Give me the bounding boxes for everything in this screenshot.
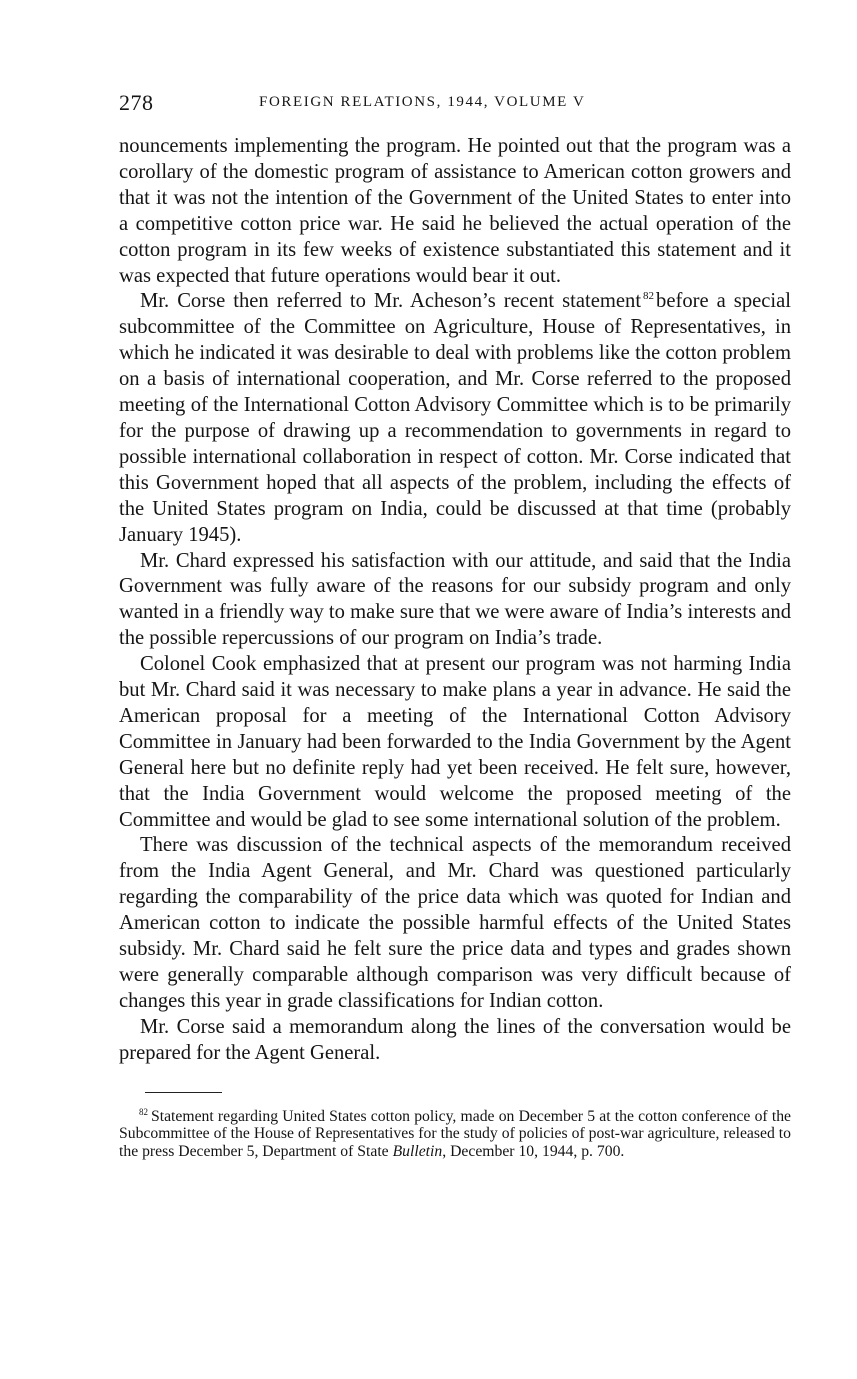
paragraph-2-text-before: Mr. Corse then referred to Mr. Acheson’s recent statement xyxy=(140,290,642,313)
footnote-82 xyxy=(119,1108,791,1161)
paragraph-2 xyxy=(119,289,791,548)
paragraph-6: Mr. Corse said a memorandum along the lines of the conversation would be prepared for the Agent General. xyxy=(119,1015,791,1064)
footnote-italic-title: Bulletin xyxy=(392,1142,443,1160)
footnote-text-before: Statement regarding United States cotton policy, made on December 5 at the cotton conference of the Subcommittee of the House of Representatives for the study of policies of post-war agriculture, released to the press December 5, Department of State xyxy=(119,1107,791,1160)
footnote-reference-82[interactable]: 82 xyxy=(643,290,655,303)
body-text xyxy=(119,134,791,1067)
footnote-divider xyxy=(145,1092,222,1093)
page-header xyxy=(119,86,791,120)
running-head: FOREIGN RELATIONS, 1944, VOLUME V xyxy=(259,94,586,110)
document-page xyxy=(119,86,791,1160)
footnote-text-after: , December 10, 1944, p. 700. xyxy=(442,1142,625,1160)
page-number: 278 xyxy=(119,90,154,115)
paragraph-4: Colonel Cook emphasized that at present our program was not harming India but Mr. Chard said it was necessary to make plans a year in advance. He said the American proposal for a meeting of the International Cotton Advisory Committee in January had been forwarded to the India Government by the Agent General here but no definite reply had yet been received. He felt sure, however, that the India Government would welcome the proposed meeting of the Committee and would be glad to see some international solution of the problem. xyxy=(119,653,791,831)
paragraph-5: There was discussion of the technical aspects of the memorandum received from the India Agent General, and Mr. Chard was questioned particularly regarding the comparability of the price data which was quoted for Indian and American cotton to indicate the possible harmful effects of the United States subsidy. Mr. Chard said he felt sure the price data and types and grades shown were generally comparable although comparison was very difficult because of changes this year in grade classifications for Indian cotton. xyxy=(119,834,791,1012)
paragraph-1: nouncements implementing the program. He pointed out that the program was a corollary of the domestic program of assistance to American cotton growers and that it was not the intention of the Government of the United States to enter into a competitive cotton price war. He said he believed the actual operation of the cotton program in its few weeks of existence substantiated this statement and it was expected that future operations would bear it out. xyxy=(119,135,791,287)
footnote-number: 82 xyxy=(139,1106,148,1117)
paragraph-2-text-after: before a special subcommittee of the Committee on Agriculture, House of Representatives, in which he indicated it was desirable to deal with problems like the cotton problem on a basis of international cooperation, and Mr. Corse referred to the proposed meeting of the International Cotton Advisory Committee which is to be primarily for the purpose of drawing up a recommendation to governments in regard to possible international collaboration in respect of cotton. Mr. Corse indicated that this Government hoped that all aspects of the problem, including the effects of the United States program on India, could be discussed at that time (probably January 1945). xyxy=(119,290,791,546)
paragraph-3: Mr. Chard expressed his satisfaction with our attitude, and said that the India Government was fully aware of the reasons for our subsidy program and only wanted in a friendly way to make sure that we were aware of India’s interests and the possible repercussions of our program on India’s trade. xyxy=(119,549,791,650)
